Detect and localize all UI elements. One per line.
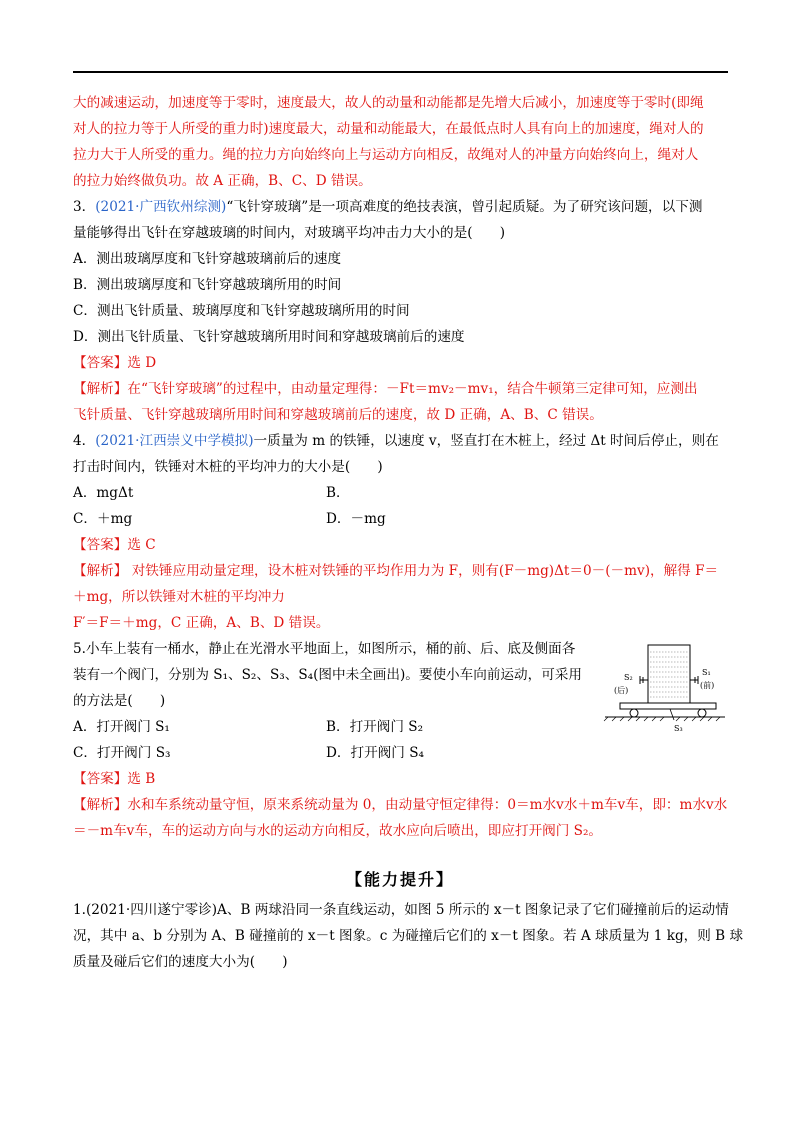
- question-number: 3．: [73, 199, 96, 215]
- label-s1: S₁: [702, 668, 711, 677]
- question-source: (2021·广西钦州综测): [95, 199, 227, 215]
- option-b: B．测出玻璃厚度和飞针穿越玻璃所用的时间: [73, 277, 342, 293]
- wheel: [630, 709, 638, 717]
- option-row: [73, 483, 350, 503]
- question-text: “飞针穿玻璃”是一项高难度的绝技表演，曾引起质疑。为了研究该问题，以下测: [226, 199, 703, 215]
- option-row: [73, 509, 386, 529]
- option-a: A．打开阀门 S₁: [73, 719, 170, 735]
- valve-s2: [640, 676, 648, 684]
- analysis-line: F′＝F＝＋mg，C 正确，A、B、D 错误。: [73, 615, 330, 631]
- section-title: 【能力提升】: [345, 870, 454, 889]
- option-b: B．: [326, 485, 350, 501]
- option-a: A．测出玻璃厚度和飞针穿越玻璃前后的速度: [73, 251, 342, 267]
- analysis-line: 【解析】水和车系统动量守恒，原来系统动量为 0，由动量守恒定律得：0＝m水v水＋m车v车，即：m水v水: [73, 797, 728, 813]
- analysis-line: ＋mg，所以铁锤对木桩的平均冲力: [73, 589, 285, 605]
- answer-label: 【答案】选 B: [73, 771, 156, 787]
- wheel: [698, 709, 706, 717]
- question-source: (2021·江西崇义中学模拟): [95, 433, 254, 449]
- cart-bucket-figure: [600, 640, 730, 736]
- analysis-line: 飞针质量、飞针穿越玻璃所用时间和穿越玻璃前后的速度，故 D 正确，A、B、C 错误。: [73, 407, 603, 423]
- question-5-stem: 5.小车上装有一桶水，静止在光滑水平地面上，如图所示，桶的前、后、底及侧面各: [73, 641, 576, 657]
- option-c: C．＋mg: [73, 511, 133, 527]
- option-d: D．－mg: [326, 511, 386, 527]
- question-4-stem: [73, 431, 719, 451]
- label-s3: S₃: [674, 724, 683, 733]
- option-b: B．打开阀门 S₂: [326, 719, 424, 735]
- option-c: C．打开阀门 S₃: [73, 745, 171, 761]
- question-text: 装有一个阀门，分别为 S₁、S₂、S₃、S₄(图中未全画出)。要使小车向前运动，可采用: [73, 667, 582, 683]
- question-number: 4．: [73, 433, 96, 449]
- option-a: A．mgΔt: [73, 485, 134, 501]
- analysis-line: ＝－m车v车，车的运动方向与水的运动方向相反，故水应向后喷出，即应打开阀门 S₂。: [73, 823, 603, 839]
- analysis-line: 拉力大于人所受的重力。绳的拉力方向始终向上与运动方向相反，故绳对人的冲量方向始终向上，绳对人: [73, 147, 699, 163]
- question-text: 打击时间内，铁锤对木桩的平均冲力的大小是( ): [73, 459, 383, 475]
- problem-1-stem: 1.(2021·四川遂宁零诊)A、B 两球沿同一条直线运动，如图 5 所示的 x－t 图象记录了它们碰撞前后的运动情: [73, 902, 729, 918]
- option-row: [73, 717, 424, 737]
- question-text: 质量及碰后它们的速度大小为( ): [73, 954, 288, 970]
- label-front: (前): [700, 681, 715, 690]
- option-d: D．打开阀门 S₄: [326, 745, 424, 761]
- valve-s1: [690, 676, 698, 684]
- answer-label: 【答案】选 C: [73, 537, 156, 553]
- question-text: 量能够得出飞针在穿越玻璃的时间内，对玻璃平均冲击力大小的是( ): [73, 225, 506, 241]
- label-back: (后): [614, 686, 629, 695]
- question-text: 一质量为 m 的铁锤，以速度 v，竖直打在木桩上，经过 Δt 时间后停止，则在: [253, 433, 719, 449]
- option-row: [73, 743, 424, 763]
- question-text: 况，其中 a、b 分别为 A、B 碰撞前的 x－t 图象。c 为碰撞后它们的 x－t 图象。若 A 球质量为 1 kg，则 B 球: [73, 928, 744, 944]
- label-s2: S₂: [624, 673, 633, 682]
- bucket: [648, 645, 690, 703]
- analysis-line: 对人的拉力等于人所受的重力时)速度最大，动量和动能最大，在最低点时人具有向上的加速度，绳对人的: [73, 121, 704, 137]
- question-3-stem: [73, 197, 702, 217]
- analysis-line: 【解析】在“飞针穿玻璃”的过程中，由动量定理得：－Ft＝mv₂－mv₁，结合牛顿第三定律可知，应测出: [73, 381, 698, 397]
- header-rule: [73, 71, 728, 73]
- option-c: C．测出飞针质量、玻璃厚度和飞针穿越玻璃所用的时间: [73, 303, 410, 319]
- answer-label: 【答案】选 D: [73, 355, 157, 371]
- ground-hatching: [604, 717, 720, 721]
- s3-pointer: [670, 709, 674, 720]
- analysis-line: 【解析】 对铁锤应用动量定理，设木桩对铁锤的平均作用力为 F，则有(F－mg)Δt＝0－(－mv)，解得 F＝: [73, 563, 719, 579]
- cart-body: [620, 703, 716, 709]
- question-text: 的方法是( ): [73, 693, 166, 709]
- analysis-line: 大的减速运动，加速度等于零时，速度最大，故人的动量和动能都是先增大后减小，加速度等于零时(即绳: [73, 95, 704, 111]
- analysis-line: 的拉力始终做负功。故 A 正确，B、C、D 错误。: [73, 173, 372, 189]
- option-d: D．测出飞针质量、飞针穿越玻璃所用时间和穿越玻璃前后的速度: [73, 329, 465, 345]
